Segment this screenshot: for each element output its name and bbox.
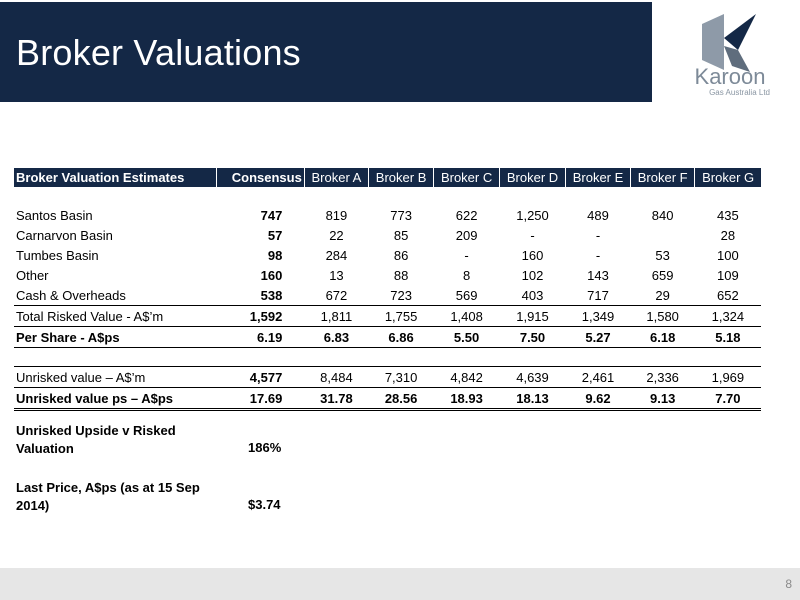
broker-value-cell: 100 [717, 247, 739, 263]
table-row [14, 205, 761, 225]
broker-value-cell: 6.83 [304, 327, 368, 348]
broker-value-cell: 9.62 [565, 388, 630, 410]
broker-value-cell: 13 [329, 267, 344, 283]
consensus-cell: 98 [267, 247, 283, 263]
row-label: Santos Basin [16, 207, 93, 223]
broker-value-cell: 160 [521, 247, 544, 263]
consensus-cell: 538 [260, 287, 283, 303]
broker-value-cell: - [595, 227, 601, 243]
broker-value-cell: 1,408 [434, 306, 500, 327]
row-label: Unrisked value – A$’m [14, 367, 216, 388]
logo-name: Karoon [694, 64, 766, 89]
upside-label: Unrisked Upside v Risked Valuation [16, 423, 176, 456]
broker-value-cell: 717 [587, 287, 609, 303]
broker-value-cell: 622 [455, 207, 478, 223]
consensus-cell: 17.69 [216, 388, 304, 410]
broker-value-cell: 652 [717, 287, 739, 303]
broker-value-cell: 7,310 [369, 367, 434, 388]
column-header: Broker F [631, 168, 695, 187]
table-row [14, 285, 761, 306]
broker-value-cell: 8 [462, 267, 471, 283]
row-label: Carnarvon Basin [16, 227, 113, 243]
column-header: Broker G [695, 168, 761, 187]
consensus-cell: 747 [260, 207, 283, 223]
row-label: Unrisked value ps – A$ps [14, 388, 216, 410]
broker-value-cell: 22 [329, 227, 344, 243]
broker-value-cell: 7.70 [695, 388, 761, 410]
broker-value-cell: 1,755 [369, 306, 434, 327]
broker-value-cell: 569 [455, 287, 478, 303]
broker-value-cell: 4,639 [500, 367, 566, 388]
broker-value-cell: 29 [655, 287, 670, 303]
broker-value-cell: 435 [717, 207, 739, 223]
broker-value-cell: 2,461 [565, 367, 630, 388]
column-header: Broker E [565, 168, 630, 187]
table-row [14, 327, 761, 348]
table-row [14, 265, 761, 285]
upside-value: 186% [248, 440, 282, 455]
row-label: Other [16, 267, 49, 283]
page-title: Broker Valuations [16, 32, 301, 73]
broker-value-cell: 489 [587, 207, 609, 223]
broker-value-cell: 7.50 [500, 327, 566, 348]
row-label: Per Share - A$ps [14, 327, 216, 348]
broker-value-cell: 6.86 [369, 327, 434, 348]
row-label: Total Risked Value - A$’m [14, 306, 216, 327]
broker-value-cell [631, 225, 695, 245]
broker-value-cell: 31.78 [304, 388, 368, 410]
broker-value-cell: 672 [325, 287, 348, 303]
broker-value-cell: 1,969 [695, 367, 761, 388]
broker-value-cell: 403 [521, 287, 544, 303]
table-header-row [14, 168, 761, 187]
broker-value-cell: 284 [325, 247, 348, 263]
last-price-label: Last Price, A$ps (as at 15 Sep 2014) [16, 480, 200, 513]
broker-value-cell: 1,811 [304, 306, 368, 327]
logo-subtitle: Gas Australia Ltd [709, 88, 770, 97]
broker-value-cell: - [595, 247, 601, 263]
column-header: Broker C [434, 168, 500, 187]
broker-value-cell: - [464, 247, 469, 263]
broker-value-cell: 88 [393, 267, 409, 283]
broker-value-cell: 28.56 [369, 388, 434, 410]
column-header: Broker Valuation Estimates [14, 168, 216, 187]
broker-value-cell: 1,349 [565, 306, 630, 327]
broker-value-cell: 6.18 [631, 327, 695, 348]
column-header: Broker B [369, 168, 434, 187]
footer-bar [0, 568, 800, 600]
broker-value-cell: 1,250 [516, 207, 549, 223]
broker-value-cell: 18.93 [434, 388, 500, 410]
table-row [14, 306, 761, 327]
broker-value-cell: 5.27 [565, 327, 630, 348]
column-header: Broker D [500, 168, 566, 187]
broker-value-cell: 8,484 [304, 367, 368, 388]
broker-value-cell: 723 [390, 287, 412, 303]
broker-value-cell: 102 [521, 267, 544, 283]
consensus-cell: 6.19 [216, 327, 304, 348]
broker-value-cell: 773 [390, 207, 412, 223]
broker-value-cell: 5.50 [434, 327, 500, 348]
consensus-cell: 57 [267, 227, 283, 243]
table-row [14, 388, 761, 410]
consensus-cell: 1,592 [216, 306, 304, 327]
row-label: Tumbes Basin [16, 247, 99, 263]
last-price-value: $3.74 [248, 497, 281, 512]
column-header: Consensus [216, 168, 304, 187]
broker-value-cell: 86 [393, 247, 409, 263]
broker-value-cell: 840 [651, 207, 674, 223]
broker-value-cell: 209 [455, 227, 478, 243]
broker-value-cell: - [530, 227, 535, 243]
broker-value-cell: 9.13 [631, 388, 695, 410]
table-row [14, 367, 761, 388]
broker-value-cell: 28 [720, 227, 736, 243]
broker-valuation-table [14, 168, 761, 411]
broker-value-cell: 53 [655, 247, 670, 263]
page-number: 8 [785, 577, 792, 591]
broker-value-cell: 1,324 [695, 306, 761, 327]
table-row [14, 245, 761, 265]
broker-value-cell: 5.18 [695, 327, 761, 348]
title-bar [0, 2, 652, 102]
broker-value-cell: 819 [325, 207, 348, 223]
broker-value-cell: 1,915 [500, 306, 566, 327]
broker-value-cell: 18.13 [500, 388, 566, 410]
broker-value-cell: 4,842 [434, 367, 500, 388]
row-label: Cash & Overheads [16, 287, 126, 303]
table-row [14, 225, 761, 245]
broker-value-cell: 2,336 [631, 367, 695, 388]
broker-value-cell: 659 [651, 267, 674, 283]
broker-value-cell: 1,580 [631, 306, 695, 327]
consensus-cell: 160 [260, 267, 283, 283]
broker-value-cell: 109 [717, 267, 739, 283]
broker-value-cell: 143 [587, 267, 609, 283]
broker-value-cell: 85 [393, 227, 409, 243]
consensus-cell: 4,577 [216, 367, 304, 388]
column-header: Broker A [304, 168, 368, 187]
